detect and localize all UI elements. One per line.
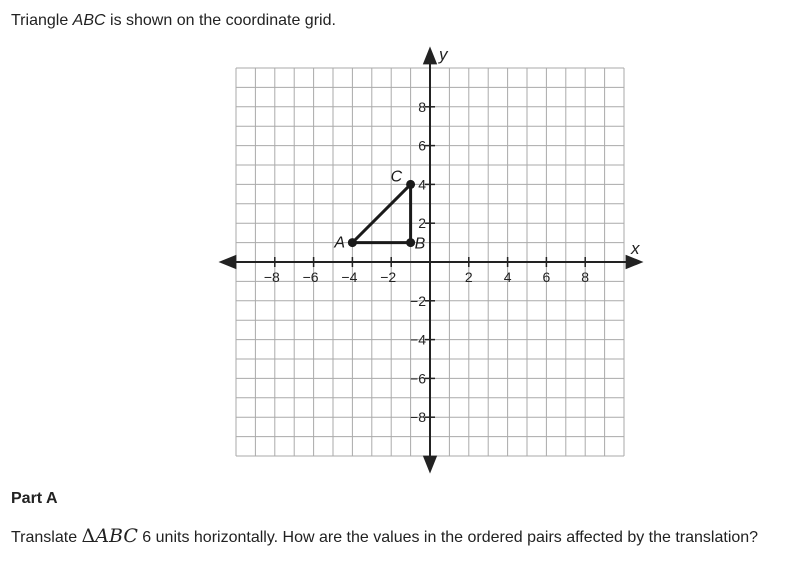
- y-tick-label: −6: [410, 370, 426, 387]
- x-tick-label: −8: [263, 269, 280, 285]
- x-tick-label: 2: [464, 269, 473, 285]
- vertex-b-label: B: [414, 235, 426, 253]
- y-tick-label: 8: [418, 98, 426, 115]
- y-tick-label: 2: [418, 215, 426, 232]
- y-tick-label: −4: [410, 331, 426, 348]
- y-tick-label: 4: [418, 176, 426, 193]
- x-tick-label: −6: [302, 269, 319, 285]
- part-a-heading: Part A: [11, 490, 58, 507]
- x-tick-label: −4: [341, 269, 358, 285]
- vertex-c-point: [406, 180, 415, 189]
- intro-after: is shown on the coordinate grid.: [105, 12, 336, 29]
- vertex-a-point: [348, 238, 357, 247]
- y-tick-label: 6: [418, 137, 426, 154]
- y-tick-label: −8: [410, 409, 426, 426]
- y-axis-label: y: [439, 45, 448, 64]
- question-before: Translate: [11, 529, 82, 546]
- triangle-abc: [352, 184, 410, 242]
- intro-before: Triangle: [11, 12, 73, 29]
- y-tick-label: −2: [410, 292, 426, 309]
- part-a-question: [11, 523, 781, 551]
- x-axis-label: x: [631, 239, 640, 258]
- x-tick-label: 8: [581, 269, 590, 285]
- vertex-c-label: C: [390, 168, 403, 186]
- x-tick-label: 6: [542, 269, 551, 285]
- triangle-notation: [82, 525, 138, 547]
- question-triangle-name: ABC: [95, 525, 138, 547]
- vertex-a-label: A: [334, 234, 346, 252]
- triangle-symbol: Δ: [81, 525, 96, 547]
- intro-triangle-name: ABC: [72, 12, 106, 29]
- x-tick-label: 4: [503, 269, 512, 285]
- x-tick-label: −2: [380, 269, 397, 285]
- question-after: 6 units horizontally. How are the values in the ordered pairs affected by the translation?: [137, 529, 759, 546]
